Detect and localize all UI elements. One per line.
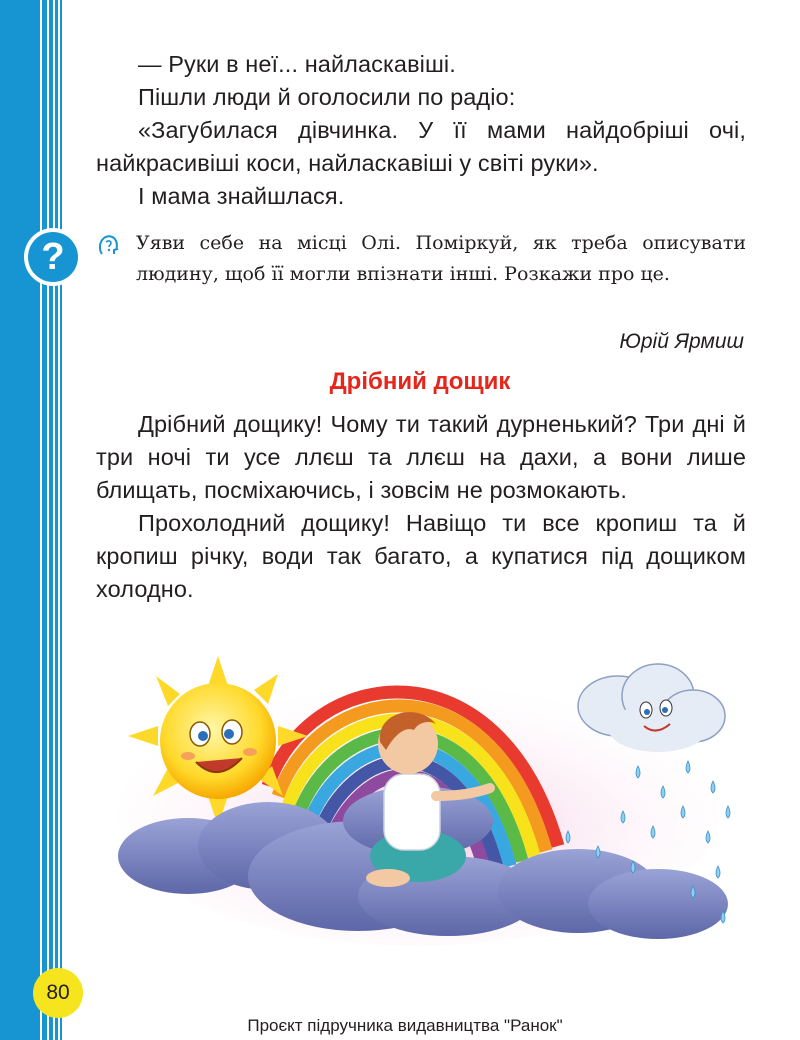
author-name: Юрій Ярмиш <box>619 330 744 353</box>
story-one-line: — Руки в неї... найласкавіші. <box>138 51 456 77</box>
story-title: Дрібний дощик <box>329 368 511 395</box>
task-text: Уяви себе на місці Олі. Поміркуй, як треба описувати людину, щоб її могли впізнати інші. Розкажи про це. <box>136 232 746 285</box>
thinking-head-icon <box>96 232 122 258</box>
question-mark-icon: ? <box>28 232 78 282</box>
rain-illustration <box>118 646 740 948</box>
page-number: 80 <box>33 968 83 1018</box>
task-block <box>96 228 746 290</box>
story-one-line: Пішли люди й оголосили по радіо: <box>138 84 516 110</box>
story-two <box>96 408 746 606</box>
story-one-line: І мама знайшлася. <box>138 183 345 209</box>
sun <box>160 683 276 799</box>
question-badge <box>24 228 82 286</box>
left-margin-band <box>0 0 62 1040</box>
story-two-paragraph: Прохолодний дощику! Навіщо ти все кропиш та й кропиш річку, води так багато, а купатися під дощиком холодно. <box>96 510 746 602</box>
footer-note: Проєкт підручника видавництва "Ранок" <box>247 1016 563 1035</box>
story-two-paragraph: Дрібний дощику! Чому ти такий дурненький? Три дні й три ночі ти усе ллєш та ллєш на дахи, а вони лише блищать, посміхаючись, і зовсім не розмокають. <box>96 411 746 503</box>
story-one <box>96 48 746 213</box>
story-one-line: «Загубилася дівчинка. У її мами найдобріші очі, найкрасивіші коси, найласкавіші у світі руки». <box>96 117 746 176</box>
